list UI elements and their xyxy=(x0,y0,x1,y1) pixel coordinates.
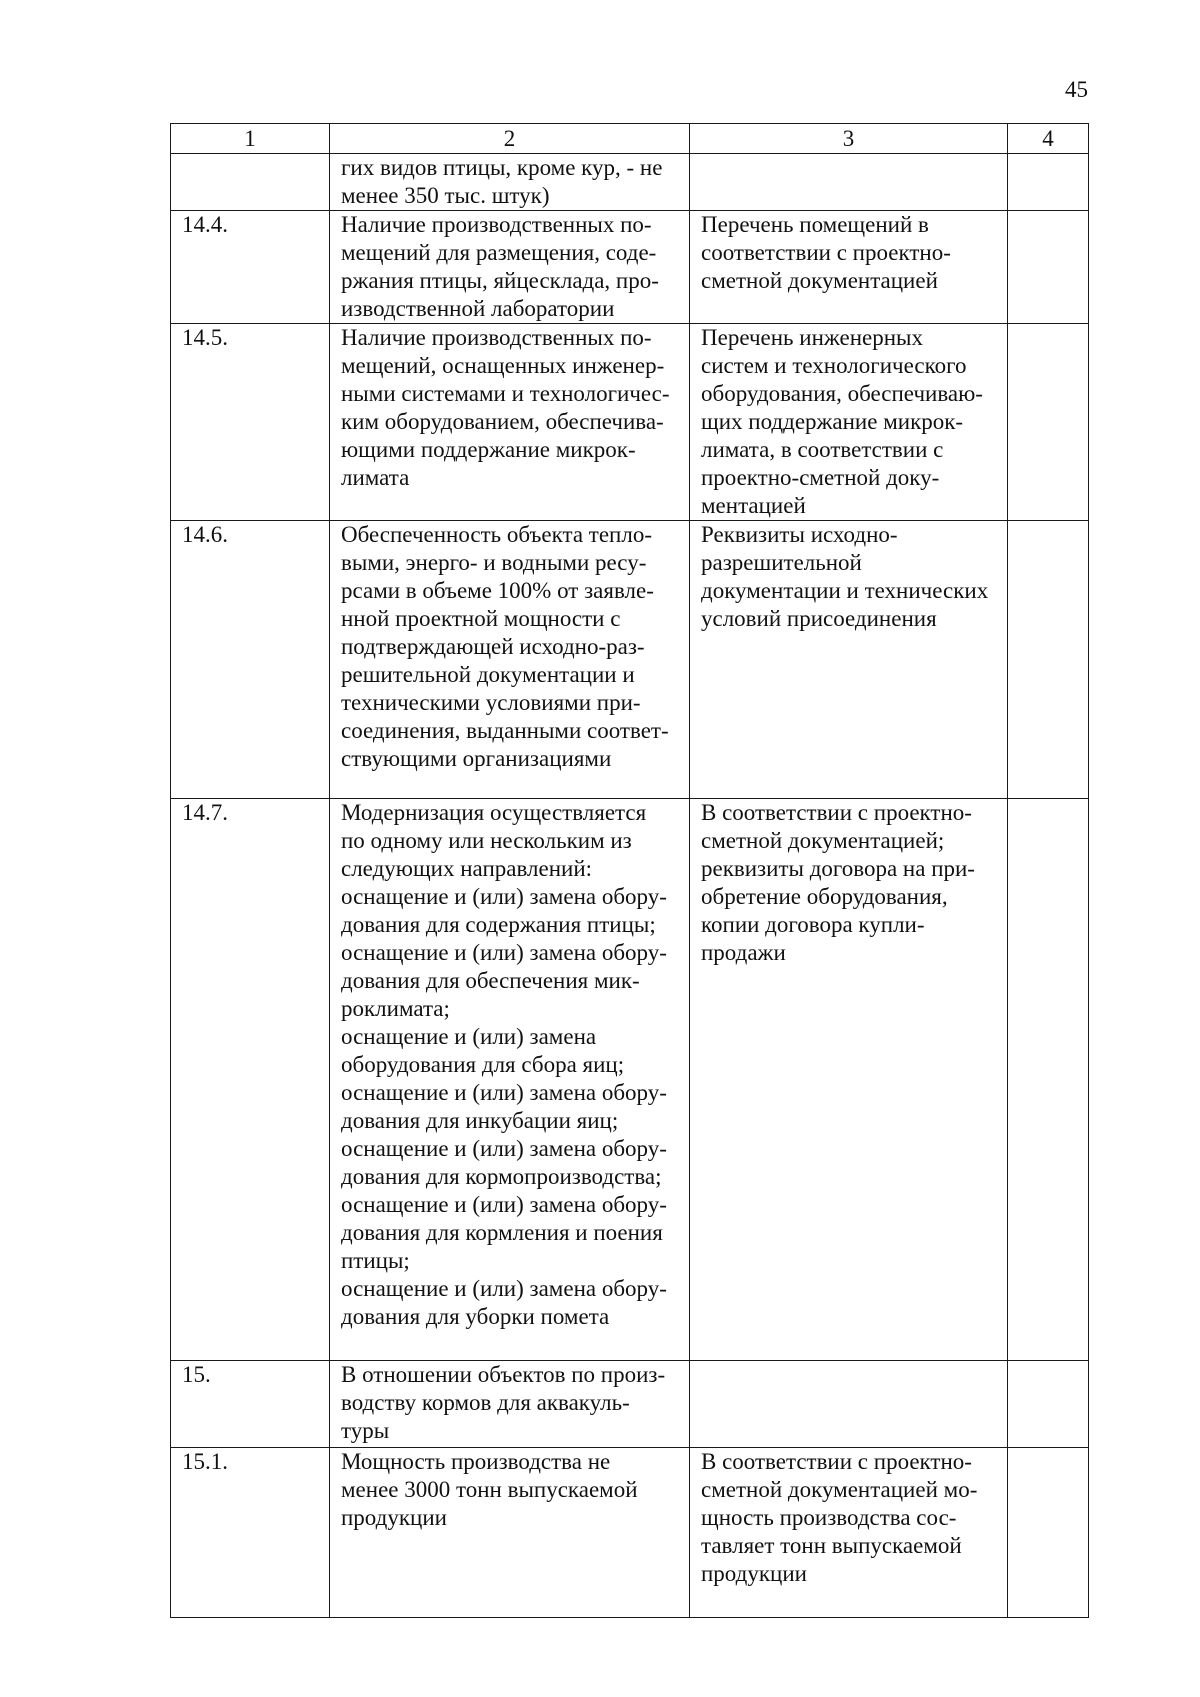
confirmation-cell: Перечень инженерных систем и технологического оборудования, обеспечиваю- щих поддержание микрок- лимата, в соответствии с проектно-сметной доку- ментацией xyxy=(690,324,1008,521)
table-row xyxy=(171,211,1089,324)
table-row xyxy=(171,1361,1089,1448)
page-number: 45 xyxy=(1065,77,1088,102)
note-cell xyxy=(1008,521,1089,799)
confirmation-cell: Реквизиты исходно- разрешительной документации и технических условий присоединения xyxy=(690,521,1008,799)
header-col-1: 1 xyxy=(171,124,330,154)
row-number-cell: 14.6. xyxy=(171,521,330,799)
table-row xyxy=(171,324,1089,521)
row-number-cell: 15.1. xyxy=(171,1448,330,1618)
requirement-cell: Наличие производственных по- мещений для размещения, соде- ржания птицы, яйцесклада, про- изводственной лаборатории xyxy=(330,211,690,324)
requirement-cell: Наличие производственных по- мещений, оснащенных инженер- ными системами и технологичес- ким оборудованием, обеспечива- ющими поддержание микрок- лимата xyxy=(330,324,690,521)
requirement-cell: Модернизация осуществляется по одному или нескольким из следующих направлений: оснащение и (или) замена обору- дования для содержания птицы; оснащение и (или) замена обору- дования для обеспечения мик- роклимата; оснащение и (или) замена оборудования для сбора яиц; оснащение и (или) замена обору- дования для инкубации яиц; оснащение и (или) замена обору- дования для кормопроизводства; оснащение и (или) замена обору- дования для кормления и поения птицы; оснащение и (или) замена обору- дования для уборки помета xyxy=(330,799,690,1361)
requirement-cell: В отношении объектов по произ- водству кормов для аквакуль- туры xyxy=(330,1361,690,1448)
note-cell xyxy=(1008,324,1089,521)
header-col-2: 2 xyxy=(330,124,690,154)
requirement-cell: Обеспеченность объекта тепло- выми, энерго- и водными ресу- рсами в объеме 100% от заявле- нной проектной мощности с подтверждающей исходно-раз- решительной документации и техническими условиями при- соединения, выданными соответ- ствующими организациями xyxy=(330,521,690,799)
table-row xyxy=(171,154,1089,211)
note-cell xyxy=(1008,1361,1089,1448)
confirmation-cell: В соответствии с проектно- сметной документацией; реквизиты договора на при- обретение оборудования, копии договора купли- продажи xyxy=(690,799,1008,1361)
requirement-cell: гих видов птицы, кроме кур, - не менее 350 тыс. штук) xyxy=(330,154,690,211)
note-cell xyxy=(1008,154,1089,211)
note-cell xyxy=(1008,1448,1089,1618)
table-row xyxy=(171,799,1089,1361)
note-cell xyxy=(1008,799,1089,1361)
header-col-3: 3 xyxy=(690,124,1008,154)
row-number-cell: 15. xyxy=(171,1361,330,1448)
row-number-cell: 14.5. xyxy=(171,324,330,521)
confirmation-cell: Перечень помещений в соответствии с проектно- сметной документацией xyxy=(690,211,1008,324)
table-body xyxy=(171,154,1089,1618)
header-row xyxy=(171,124,1089,154)
header-col-4: 4 xyxy=(1008,124,1089,154)
confirmation-cell xyxy=(690,1361,1008,1448)
requirement-cell: Мощность производства не менее 3000 тонн выпускаемой продукции xyxy=(330,1448,690,1618)
row-number-cell: 14.4. xyxy=(171,211,330,324)
confirmation-cell xyxy=(690,154,1008,211)
row-number-cell xyxy=(171,154,330,211)
confirmation-cell: В соответствии с проектно- сметной документацией мо- щность производства сос- тавляет тонн выпускаемой продукции xyxy=(690,1448,1008,1618)
row-number-cell: 14.7. xyxy=(171,799,330,1361)
table-header xyxy=(171,124,1089,154)
table-row xyxy=(171,521,1089,799)
requirements-table xyxy=(170,123,1089,1618)
note-cell xyxy=(1008,211,1089,324)
table-row xyxy=(171,1448,1089,1618)
